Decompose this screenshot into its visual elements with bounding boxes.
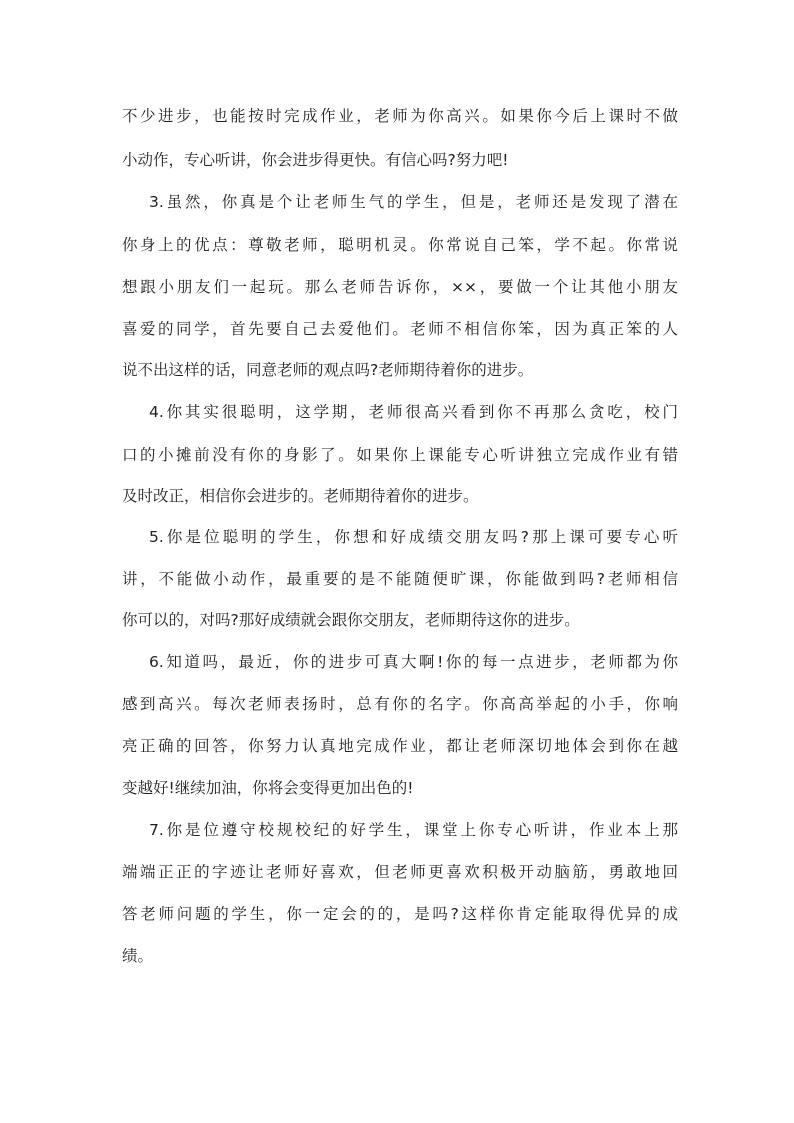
paragraph-5-first-line: 5.你是位聪明的学生，你想和好成绩交朋友吗?那上课可要专心听 bbox=[149, 528, 678, 546]
text-line: 口的小摊前没有你的身影了。如果你上课能专心听讲独立完成作业有错 bbox=[122, 446, 678, 464]
paragraph-3-first-line: 3.虽然，你真是个让老师生气的学生，但是，老师还是发现了潜在 bbox=[149, 193, 678, 211]
text-line: 你身上的优点：尊敬老师，聪明机灵。你常说自己笨，学不起。你常说 bbox=[122, 236, 678, 254]
text-line: 感到高兴。每次老师表扬时，总有你的名字。你高高举起的小手，你响 bbox=[122, 695, 678, 713]
text-line: 及时改正，相信你会进步的。老师期待着你的进步。 bbox=[122, 487, 479, 505]
text-line: 说不出这样的话，同意老师的观点吗?老师期待着你的进步。 bbox=[122, 361, 534, 379]
paragraph-6-first-line: 6.知道吗，最近，你的进步可真大啊!你的每一点进步，老师都为你 bbox=[149, 653, 678, 671]
text-line: 讲，不能做小动作，最重要的是不能随便旷课，你能做到吗?老师相信 bbox=[122, 570, 678, 588]
text-line: 变越好!继续加油，你将会变得更加出色的! bbox=[122, 779, 414, 797]
paragraph-4-first-line: 4.你其实很聪明，这学期，老师很高兴看到你不再那么贪吃，校门 bbox=[149, 403, 678, 421]
text-line: 不少进步，也能按时完成作业，老师为你高兴。如果你今后上课时不做 bbox=[122, 107, 678, 125]
text-line: 端端正正的字迹让老师好喜欢，但老师更喜欢积极开动脑筋，勇敢地回 bbox=[122, 863, 678, 881]
text-line: 绩。 bbox=[122, 947, 154, 965]
text-line: 小动作，专心听讲，你会进步得更快。有信心吗?努力吧! bbox=[122, 151, 509, 169]
text-line: 想跟小朋友们一起玩。那么老师告诉你，××，要做一个让其他小朋友 bbox=[122, 278, 678, 296]
text-line: 喜爱的同学，首先要自己去爱他们。老师不相信你笨，因为真正笨的人 bbox=[122, 320, 678, 338]
text-line: 亮正确的回答，你努力认真地完成作业，都让老师深切地体会到你在越 bbox=[122, 737, 678, 755]
paragraph-7-first-line: 7.你是位遵守校规校纪的好学生，课堂上你专心听讲，作业本上那 bbox=[149, 821, 678, 839]
text-line: 答老师问题的学生，你一定会的的，是吗?这样你肯定能取得优异的成 bbox=[122, 905, 678, 923]
text-line: 你可以的，对吗?那好成绩就会跟你交朋友，老师期待这你的进步。 bbox=[122, 611, 580, 629]
